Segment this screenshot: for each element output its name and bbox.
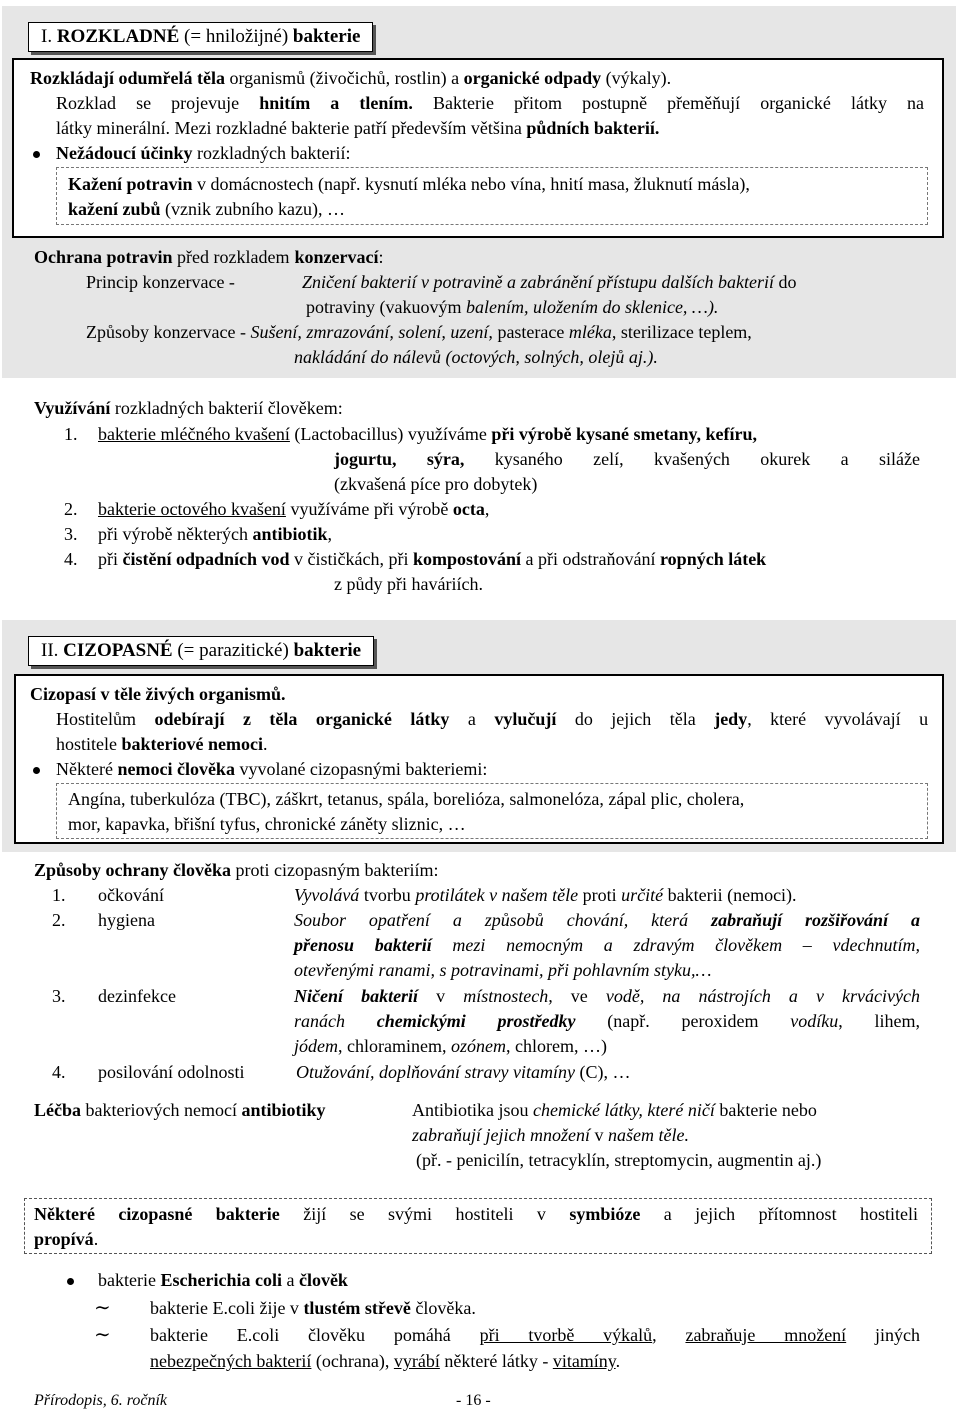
text-bold: symbióze bbox=[569, 1204, 641, 1224]
text: Hostitelům bbox=[56, 709, 136, 729]
text: Způsoby konzervace - bbox=[86, 322, 246, 342]
tilde-icon bbox=[94, 1296, 111, 1321]
text: bakterie E.coli člověku pomáhá bbox=[150, 1325, 451, 1345]
text: Bakterie přitom postupně přeměňují organické látky na bbox=[432, 93, 925, 113]
text: kysaného zelí, kvašených okurek a siláže bbox=[494, 449, 920, 469]
s2-dash-line-1 bbox=[68, 787, 744, 812]
text-italic: balením, uložením do sklenice, …). bbox=[465, 297, 719, 317]
s2-line-2 bbox=[56, 707, 928, 732]
text-italic: našem těle. bbox=[608, 1125, 689, 1145]
text-italic: určité bbox=[621, 885, 664, 905]
use-item-1 bbox=[64, 422, 78, 447]
use-item-2 bbox=[64, 497, 78, 522]
text: (zkvašená píce pro dobytek) bbox=[334, 474, 538, 494]
text: při bbox=[98, 549, 118, 569]
text-bold: Rozkládají odumřelá těla bbox=[30, 68, 225, 88]
text: člověka. bbox=[415, 1298, 476, 1318]
text: , které vyvolávají u bbox=[747, 709, 929, 729]
s1-dash-line-1 bbox=[68, 172, 750, 197]
protect-row-2-term bbox=[98, 908, 155, 933]
section-1-heading bbox=[28, 22, 373, 52]
text-bold: jedy bbox=[714, 709, 748, 729]
text-bold: tlustém střevě bbox=[303, 1298, 411, 1318]
text: Antibiotika jsou bbox=[412, 1100, 529, 1120]
page-number: - 16 - bbox=[456, 1392, 491, 1409]
use-item-3-text bbox=[98, 522, 332, 547]
cure-label bbox=[34, 1098, 325, 1123]
text: vyvolané cizopasnými bakteriemi: bbox=[239, 759, 488, 779]
text-bold: Kažení potravin bbox=[68, 174, 193, 194]
s1-princip-text-2 bbox=[306, 295, 718, 320]
protect-row-4-term bbox=[98, 1060, 245, 1085]
text: . bbox=[93, 1229, 99, 1249]
text-italic: Otužování, doplňování stravy vitamíny bbox=[296, 1062, 575, 1082]
text: žijí se svými hostiteli v bbox=[303, 1204, 546, 1224]
text-bold: ropných látek bbox=[660, 549, 767, 569]
protect-title bbox=[34, 858, 439, 883]
text: potraviny (vakuovým bbox=[306, 297, 462, 317]
ecoli-sub-1 bbox=[150, 1296, 476, 1321]
text: využíváme při výrobě bbox=[290, 499, 449, 519]
text: tvorbu bbox=[363, 885, 411, 905]
cure-text-1 bbox=[412, 1098, 817, 1123]
item-number: 1. bbox=[52, 885, 66, 905]
s1-line-2 bbox=[56, 91, 924, 116]
bullet-icon bbox=[33, 767, 40, 774]
item-number: 3. bbox=[64, 524, 78, 544]
use-item-4-text bbox=[98, 547, 766, 572]
protect-row-3-term bbox=[98, 984, 176, 1009]
use-item-1-line-2 bbox=[334, 447, 920, 472]
protect-row-2-text-2 bbox=[294, 933, 920, 958]
footer-subject: Přírodopis, 6. ročník bbox=[34, 1392, 168, 1409]
s1-line-1 bbox=[30, 66, 671, 91]
text: . bbox=[615, 1351, 621, 1371]
text-italic: mezi nemocným a zdravým člověkem – vdechnutím, bbox=[452, 935, 920, 955]
text: Princip konzervace - bbox=[86, 272, 235, 292]
text-italic: místnostech, bbox=[463, 986, 553, 1006]
heading-bold: CIZOPASNÉ bbox=[63, 640, 173, 661]
text: hostitele bbox=[56, 734, 117, 754]
section-2-heading bbox=[28, 636, 374, 666]
use-item-1-line-3 bbox=[334, 472, 537, 497]
use-item-4 bbox=[64, 547, 78, 572]
text: organismů (živočichů, rostlin) a bbox=[229, 68, 460, 88]
text-bold: Escherichia coli bbox=[160, 1270, 282, 1290]
text: mor, kapavka, břišní tyfus, chronické záněty sliznic, … bbox=[68, 814, 466, 834]
text-italic: vodě, na nástrojích a v krvácivých bbox=[605, 986, 920, 1006]
text: (výkaly). bbox=[605, 68, 672, 88]
text: , chlorem, …) bbox=[505, 1036, 607, 1056]
text: (vznik zubního kazu), … bbox=[165, 199, 345, 219]
heading-bold: ROZKLADNÉ bbox=[56, 26, 180, 47]
protect-row-2-text-3 bbox=[294, 958, 711, 983]
text-italic: vodíku bbox=[790, 1011, 839, 1031]
text: (Lactobacillus) využíváme bbox=[294, 424, 487, 444]
text-bold: antibiotiky bbox=[241, 1100, 326, 1120]
text: , bbox=[652, 1325, 657, 1345]
protect-row-1-term bbox=[98, 883, 164, 908]
text-bold: propívá bbox=[34, 1229, 94, 1249]
text-bold: vylučují bbox=[494, 709, 557, 729]
item-term: dezinfekce bbox=[98, 986, 176, 1006]
text: a jejich přítomnost hostiteli bbox=[663, 1204, 918, 1224]
text-bold-italic: Ničení bakterií bbox=[294, 986, 419, 1006]
text: při výrobě některých bbox=[98, 524, 248, 544]
text: v bbox=[436, 986, 446, 1006]
text: bakterie bbox=[98, 1270, 156, 1290]
ecoli-sub-2 bbox=[150, 1323, 920, 1348]
text: . bbox=[262, 734, 268, 754]
use-item-1-text bbox=[98, 422, 757, 447]
protect-row-3-text-2 bbox=[294, 1009, 920, 1034]
cure-text-3 bbox=[416, 1148, 821, 1173]
use-item-2-text bbox=[98, 497, 489, 522]
text: v bbox=[594, 1125, 604, 1145]
text: před rozkladem bbox=[177, 247, 290, 267]
text-italic: Sušení, zmrazování, solení, uzení, bbox=[250, 322, 493, 342]
protect-row-3-text bbox=[294, 984, 920, 1009]
text-bold: organické odpady bbox=[463, 68, 602, 88]
s2-line-1 bbox=[30, 682, 285, 707]
bullet-icon bbox=[67, 1278, 74, 1285]
text-bold: nemoci člověka bbox=[117, 759, 235, 779]
text-italic: mléka bbox=[568, 322, 612, 342]
item-term: očkování bbox=[98, 885, 164, 905]
text-underlined: nebezpečných bakterií bbox=[150, 1351, 312, 1371]
text-bold: při výrobě kysané smetany, kefíru, bbox=[491, 424, 758, 444]
text-italic: ranách bbox=[294, 1011, 345, 1031]
text-bold: Některé cizopasné bakterie bbox=[34, 1204, 280, 1224]
use-item-3 bbox=[64, 522, 78, 547]
text: některé látky - bbox=[444, 1351, 549, 1371]
s1-line-4 bbox=[56, 141, 350, 166]
tilde-icon: ∼ bbox=[94, 1297, 111, 1319]
item-number: 1. bbox=[64, 424, 78, 444]
protect-row-1-num bbox=[52, 883, 66, 908]
text-bold: hnitím a tlením. bbox=[259, 93, 413, 113]
text: (např. peroxidem bbox=[607, 1011, 759, 1031]
footer-page-number bbox=[456, 1388, 491, 1412]
item-number: 2. bbox=[52, 910, 66, 930]
text: rozkladných bakterií člověkem: bbox=[114, 398, 343, 418]
protect-row-2-num bbox=[52, 908, 66, 933]
text-bold-italic: zabraňují rozšiřování a bbox=[711, 910, 920, 930]
text: látky minerální. Mezi rozkladné bakterie patří především většina bbox=[56, 118, 522, 138]
text-bold: čistění odpadních vod bbox=[122, 549, 290, 569]
item-number: 3. bbox=[52, 986, 66, 1006]
protect-row-1-text bbox=[294, 883, 797, 908]
text-bold: odebírají z těla organické látky bbox=[154, 709, 450, 729]
tilde-icon bbox=[94, 1323, 111, 1348]
text: Některé bbox=[56, 759, 113, 779]
protect-row-3-num bbox=[52, 984, 66, 1009]
text: , lihem, bbox=[838, 1011, 920, 1031]
bullet-icon bbox=[33, 151, 40, 158]
item-term: hygiena bbox=[98, 910, 155, 930]
text-underlined: bakterie octového kvašení bbox=[98, 499, 286, 519]
text: , bbox=[327, 524, 332, 544]
text-bold: člověk bbox=[298, 1270, 348, 1290]
text: a bbox=[467, 709, 476, 729]
text: do bbox=[778, 272, 797, 292]
text-italic: nakládání do nálevů (octových, solných, olejů aj.). bbox=[294, 347, 658, 367]
s1-dash-line-2 bbox=[68, 197, 345, 222]
text-bold-italic: chemickými prostředky bbox=[376, 1011, 576, 1031]
text-italic: Vyvolává bbox=[294, 885, 360, 905]
symbiosis-line-1 bbox=[34, 1202, 918, 1227]
s1-line-3 bbox=[56, 116, 659, 141]
text: a bbox=[286, 1270, 295, 1290]
text-italic: zabraňují jejich množení bbox=[412, 1125, 590, 1145]
text-underlined: bakterie mléčného kvašení bbox=[98, 424, 290, 444]
text-underlined: zabraňuje množení bbox=[685, 1325, 847, 1345]
text: , chloraminem, bbox=[338, 1036, 447, 1056]
protect-row-4-num bbox=[52, 1060, 66, 1085]
text: (ochrana), bbox=[315, 1351, 390, 1371]
text: Rozklad se projevuje bbox=[56, 93, 240, 113]
item-number: 4. bbox=[52, 1062, 66, 1082]
protect-row-3-text-3 bbox=[294, 1034, 607, 1059]
text: do jejich těla bbox=[574, 709, 696, 729]
item-number: 2. bbox=[64, 499, 78, 519]
text: bakterii (nemoci). bbox=[667, 885, 797, 905]
text: v čističkách, při bbox=[294, 549, 409, 569]
heading-bold-2: bakterie bbox=[292, 26, 361, 47]
text-bold: Ochrana potravin bbox=[34, 247, 173, 267]
text-bold: Cizopasí v těle živých organismů. bbox=[30, 684, 286, 704]
text-italic: Zničení bakterií v potravině a zabránění přístupu dalších bakterií bbox=[302, 272, 774, 292]
text-italic: chemické látky, které ničí bbox=[533, 1100, 715, 1120]
text-bold: kažení zubů bbox=[68, 199, 161, 219]
s2-dash-line-2 bbox=[68, 812, 466, 837]
text: (C), … bbox=[579, 1062, 631, 1082]
text-bold: Využívání bbox=[34, 398, 111, 418]
text-underlined: vitamíny bbox=[552, 1351, 616, 1371]
symbiosis-line-2 bbox=[34, 1227, 98, 1252]
text-bold: půdních bakterií. bbox=[526, 118, 660, 138]
text-bold: Léčba bbox=[34, 1100, 81, 1120]
s1-zpusoby-line bbox=[86, 320, 752, 345]
s1-ochrana-title bbox=[34, 245, 383, 270]
text-bold: antibiotik bbox=[252, 524, 328, 544]
text: bakteriových nemocí bbox=[85, 1100, 237, 1120]
text-bold-italic: přenosu bakterií bbox=[294, 935, 432, 955]
text: bakterie E.coli žije v bbox=[150, 1298, 299, 1318]
s2-line-4 bbox=[56, 757, 487, 782]
text: jiných bbox=[874, 1325, 920, 1345]
text-bold: konzervací bbox=[294, 247, 379, 267]
text-bold: kompostování bbox=[413, 549, 522, 569]
text-italic: otevřenými ranami, s potravinami, při pohlavním styku,… bbox=[294, 960, 712, 980]
heading-bold-2: bakterie bbox=[293, 640, 362, 661]
text-underlined: při tvorbě výkalů bbox=[479, 1325, 653, 1345]
text: (př. - penicilín, tetracyklín, streptomycin, augmentin aj.) bbox=[416, 1150, 822, 1170]
text-italic: jódem bbox=[294, 1036, 338, 1056]
text-underlined: vyrábí bbox=[393, 1351, 440, 1371]
text: , sterilizace teplem, bbox=[611, 322, 752, 342]
heading-rest: (= parazitické) bbox=[177, 640, 289, 661]
s1-princip-label bbox=[86, 270, 235, 295]
protect-row-4-text bbox=[296, 1060, 630, 1085]
text: , bbox=[484, 499, 490, 519]
tilde-icon: ∼ bbox=[94, 1324, 111, 1346]
text-bold: bakteriové nemoci bbox=[121, 734, 263, 754]
text: : bbox=[378, 247, 384, 267]
text-bold: jogurtu, sýra, bbox=[334, 449, 465, 469]
use-item-4-line-2 bbox=[334, 572, 483, 597]
section-number: I. bbox=[41, 26, 53, 47]
text: rozkladných bakterií: bbox=[197, 143, 351, 163]
text: a při odstraňování bbox=[525, 549, 656, 569]
text: pasterace bbox=[497, 322, 565, 342]
section-number: II. bbox=[41, 640, 59, 661]
text-italic: protilátek v našem těle bbox=[415, 885, 579, 905]
item-number: 4. bbox=[64, 549, 78, 569]
use-title bbox=[34, 396, 343, 421]
text: v domácnostech (např. kysnutí mléka nebo vína, hnití masa, žluknutí másla), bbox=[197, 174, 750, 194]
text: z půdy při haváriích. bbox=[334, 574, 483, 594]
s2-line-3 bbox=[56, 732, 267, 757]
text: proti cizopasným bakteriím: bbox=[235, 860, 439, 880]
s1-princip-text bbox=[302, 270, 796, 295]
text: bakterie nebo bbox=[719, 1100, 817, 1120]
text-italic: Soubor opatření a způsobů chování, která bbox=[294, 910, 689, 930]
cure-text-2 bbox=[412, 1123, 689, 1148]
heading-rest: (= hniložijné) bbox=[184, 26, 289, 47]
text: Angína, tuberkulóza (TBC), záškrt, tetanus, spála, borelióza, salmonelóza, zápal plic, cholera, bbox=[68, 789, 745, 809]
ecoli-sub-2-line-2 bbox=[150, 1349, 620, 1374]
text: ve bbox=[570, 986, 588, 1006]
item-term: posilování odolnosti bbox=[98, 1062, 245, 1082]
s1-zpusoby-line-2 bbox=[294, 345, 658, 370]
text-bold: octa bbox=[452, 499, 485, 519]
text-bold: Způsoby ochrany člověka bbox=[34, 860, 232, 880]
protect-row-2-text bbox=[294, 908, 920, 933]
footer-left bbox=[34, 1388, 167, 1412]
ecoli-bullet bbox=[98, 1268, 348, 1293]
text-bold: Nežádoucí účinky bbox=[56, 143, 193, 163]
text-italic: ozónem bbox=[450, 1036, 506, 1056]
text: proti bbox=[582, 885, 617, 905]
